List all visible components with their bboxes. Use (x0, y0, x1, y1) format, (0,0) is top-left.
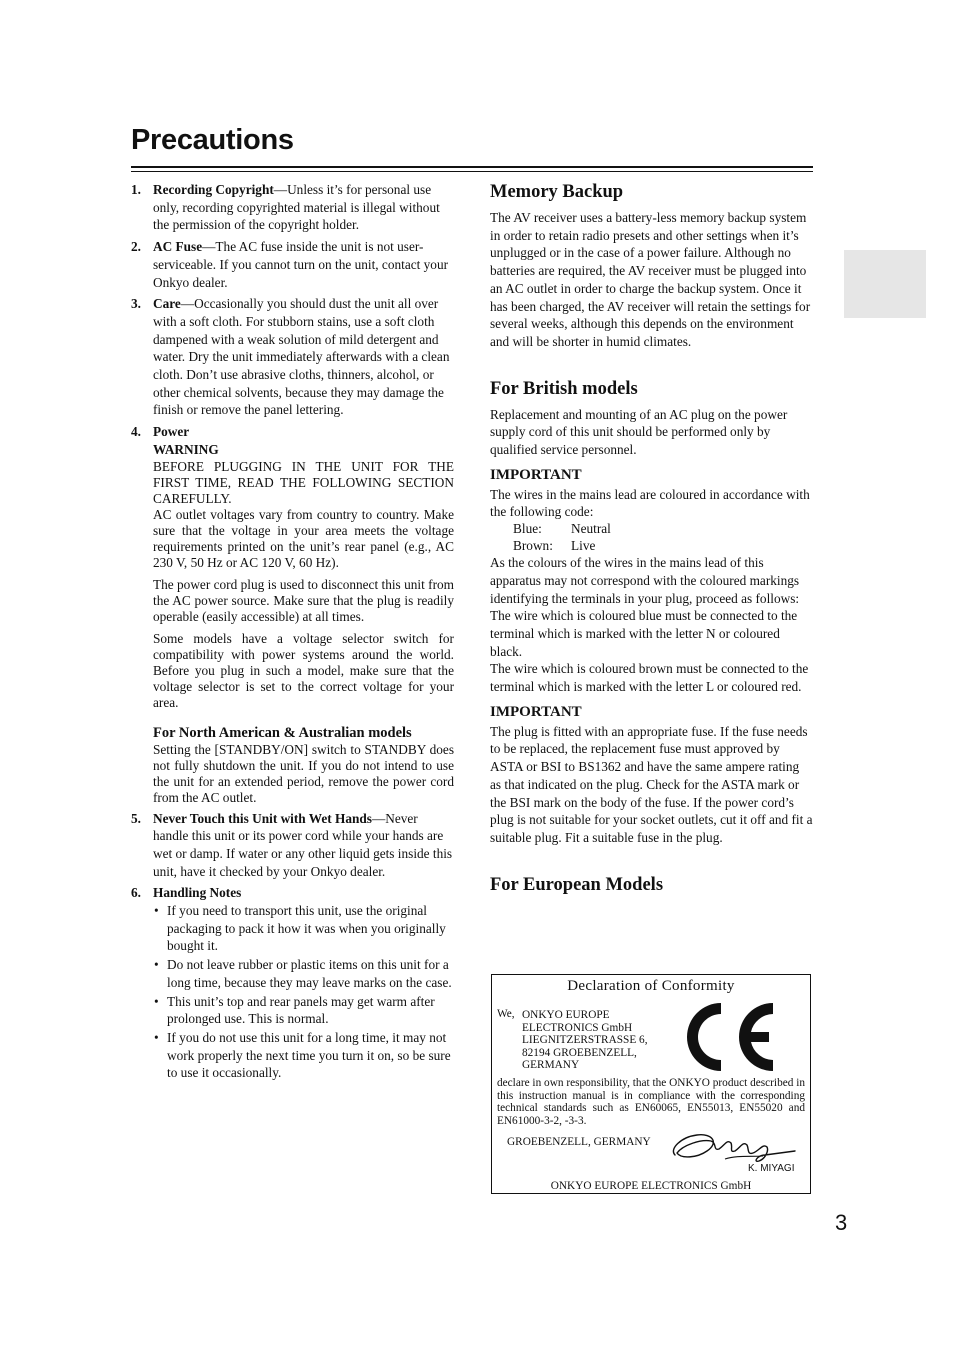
address-line: ELECTRONICS GmbH (522, 1021, 633, 1034)
precaution-recording-copyright (131, 181, 454, 234)
handling-bullets (153, 902, 454, 1082)
wires-text: The wires in the mains lead are coloured in accordance with the following code: (490, 486, 810, 520)
british-models-heading: For British models (490, 378, 638, 399)
list-item: • Do not leave rubber or plastic items on this unit for a long time, because they may leave marks on the case. (153, 956, 454, 991)
item-number: 1. (131, 182, 141, 197)
address-line: LIEGNITZERSTRASSE 6, (522, 1034, 648, 1046)
list-item: • If you need to transport this unit, use the original packaging to pack it how it was when you originally bought it. (153, 902, 454, 955)
declaration-we: We, (497, 1008, 515, 1020)
british-intro-text: Replacement and mounting of an AC plug on the power supply cord of this unit should be performed only by qualified service personnel. (490, 406, 788, 458)
item-text: —The AC fuse inside the unit is not user-serviceable. If you cannot turn on the unit, contact your Onkyo dealer. (153, 239, 449, 290)
item-heading: Power (153, 424, 190, 440)
item-heading: AC Fuse (153, 239, 203, 255)
important-heading: IMPORTANT (490, 703, 582, 720)
item-number: 5. (131, 810, 141, 826)
fuse-text: The plug is fitted with an appropriate fuse. If the fuse needs to be replaced, the replacement fuse must approved by ASTA or BSI to BS1362 and have the same ampere rating as that indicated on the plug. Check for the ASTA mark or the BSI mark on the body of the fuse. If the power cord’s plug is not suitable for your socket outlets, cut it off and fit a suitable plug. Fit a suitable fuse in the plug. (490, 723, 813, 845)
item-text: —Unless it’s for personal use only, recording copyrighted material is illegal without the permission of the copyright holder. (153, 182, 440, 233)
wire-code-value: Neutral (571, 521, 611, 537)
wire-code-label: Blue: (513, 521, 542, 537)
left-column (131, 181, 454, 1086)
address-line: GERMANY (522, 1059, 580, 1071)
brown-wire-text: The wire which is coloured brown must be connected to the terminal which is marked with the letter L or coloured red. (490, 661, 809, 695)
wire-code-brown (513, 538, 813, 555)
item-heading: Recording Copyright (153, 182, 274, 197)
warning-heading: WARNING (153, 441, 219, 457)
page-number: 3 (835, 1210, 848, 1235)
item-heading: Never Touch this Unit with Wet Hands (153, 810, 372, 826)
item-number: 6. (131, 885, 141, 901)
north-american-heading: For North American & Australian models (153, 724, 412, 741)
item-heading: Care (153, 296, 181, 312)
precaution-wet-hands (131, 810, 454, 881)
item-number: 2. (131, 239, 141, 255)
precaution-ac-fuse (131, 238, 454, 291)
address-line: 82194 GROEBENZELL, (522, 1046, 637, 1059)
item-text: —Never handle this unit or its power cord while your hands are wet or damp. If water or any other liquid gets inside this unit, have it checked by your Onkyo dealer. (153, 810, 453, 879)
wire-code-blue (513, 521, 813, 538)
important-heading: IMPORTANT (490, 466, 582, 483)
declaration-title: Declaration of Conformity (567, 978, 735, 994)
right-column (490, 181, 813, 902)
signer-name: K. MIYAGI (748, 1163, 795, 1174)
plug-text: The power cord plug is used to disconnect this unit from the AC power source. Make sure that the plug is readily operable (easily accessible) at all times. (153, 576, 454, 624)
item-heading: Handling Notes (153, 885, 242, 901)
list-item: • If you do not use this unit for a long time, it may not work properly the next time you turn it on, so be sure to use it occasionally. (153, 1029, 454, 1082)
declaration-city: GROEBENZELL, GERMANY (507, 1136, 651, 1148)
selector-text: Some models have a voltage selector switch for compatibility with power systems around the world. Before you plug in such a model, make sure that the voltage selector is set to the correct voltage for your area. (153, 630, 454, 710)
wire-code-value: Live (571, 537, 596, 553)
company-address (522, 1009, 672, 1072)
item-number: 4. (131, 424, 141, 440)
blue-wire-text: The wire which is coloured blue must be connected to the terminal which is marked with the letter N or coloured black. (490, 608, 798, 659)
colours-text: As the colours of the wires in the mains lead of this apparatus may not correspond with the coloured markings identifying the terminals in your plug, proceed as follows: (490, 555, 800, 606)
item-text: —Occasionally you should dust the unit all over with a soft cloth. For stubborn stains, use a soft cloth dampened with a weak solution of mild detergent and water. Dry the unit immediately afterwards with a clean cloth. Don’t use abrasive cloths, thinners, alcohol, or other chemical solvents, because they may damage the finish or remove the panel lettering. (153, 296, 450, 418)
north-american-text: Setting the [STANDBY/ON] switch to STANDBY does not fully shutdown the unit. If you do not intend to use the unit for an extended period, remove the power cord from the AC outlet. (153, 741, 454, 805)
section-tab (844, 250, 926, 318)
precaution-handling-notes (131, 884, 454, 1082)
address-line: ONKYO EUROPE (522, 1009, 610, 1021)
ce-mark-icon (681, 999, 777, 1075)
signature-icon (667, 1125, 807, 1167)
wire-code-label: Brown: (513, 537, 553, 553)
memory-backup-heading: Memory Backup (490, 182, 624, 202)
title-rule (131, 166, 813, 172)
precaution-power (131, 423, 454, 805)
precaution-care (131, 295, 454, 419)
declaration-of-conformity (491, 974, 811, 1194)
voltage-text: AC outlet voltages vary from country to country. Make sure that the voltage in your area meets the voltage requirements printed on the unit’s rear panel (e.g., AC 230 V, 50 Hz or AC 120 V, 60 Hz). (153, 506, 454, 570)
page-title: Precautions (131, 124, 294, 156)
memory-backup-text: The AV receiver uses a battery-less memory backup system in order to retain radio presets and other settings when it’s unplugged or in the case of a power failure. Although no batteries are required, the AV receiver must be plugged into an AC outlet in order to charge the backup system. Once it has been charged, the AV receiver will retain the settings for several weeks, although this depends on the environment and will be shorter in humid climates. (490, 210, 811, 349)
item-number: 3. (131, 296, 141, 312)
european-models-heading: For European Models (490, 874, 664, 895)
declaration-company: ONKYO EUROPE ELECTRONICS GmbH (550, 1180, 752, 1192)
list-item: • This unit’s top and rear panels may get warm after prolonged use. This is normal. (153, 993, 454, 1028)
warning-text: BEFORE PLUGGING IN THE UNIT FOR THE FIRST TIME, READ THE FOLLOWING SECTION CAREFULLY. (153, 458, 454, 506)
declaration-text: declare in own responsibility, that the ONKYO product described in this instruction manual is in compliance with the corresponding technical standards such as EN60065, EN55013, EN55020 and EN61000-3-2, -3-3. (497, 1077, 805, 1127)
